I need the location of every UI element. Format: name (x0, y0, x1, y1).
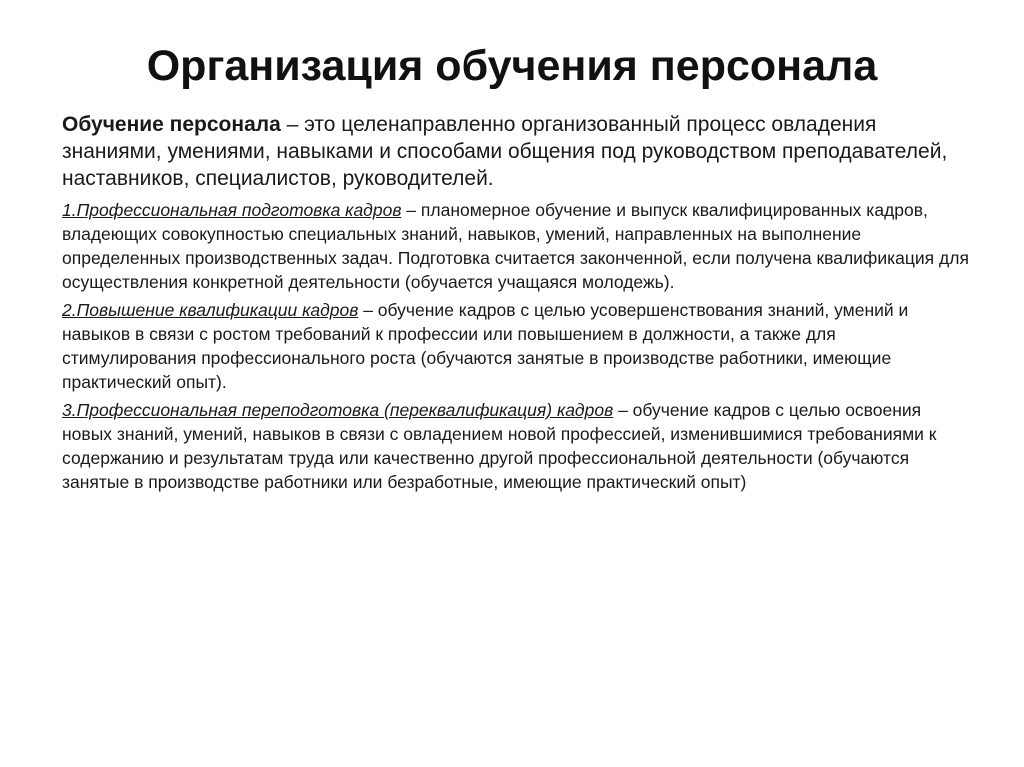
item-text: – планомерное обучение и выпуск квалифицированных кадров, владеющих совокупностью специальных знаний, навыков, умений, направленных на выполнение определенных производственных задач. Подготовка считается законченной, если получена квалификация для осуществления конкретной деятельности (обучается учащаяся молодежь). (62, 200, 969, 292)
intro-term: Обучение персонала (62, 113, 281, 136)
intro-paragraph (62, 111, 972, 192)
slide-title: Организация обучения персонала (146, 42, 878, 90)
item-text: – обучение кадров с целью усовершенствования знаний, умений и навыков в связи с ростом требований к профессии или повышением в должности, а также для стимулирования профессионального роста (обучаются занятые в производстве работники, имеющие практический опыт). (62, 300, 909, 392)
slide-body (62, 111, 972, 498)
intro-definition: – это целенаправленно организованный процесс овладения знаниями, умениями, навыками и способами общения под руководством преподавателей, наставников, специалистов, руководителей. (62, 113, 948, 190)
item-heading: 3.Профессиональная переподготовка (переквалификация) кадров (62, 400, 614, 420)
item-text: – обучение кадров с целью освоения новых знаний, умений, навыков в связи с овладением новой профессией, изменившимися требованиями к содержанию и результатам труда или качественно другой профессиональной деятельности (обучаются занятые в производстве работники или безработные, имеющие практический опыт) (62, 400, 937, 492)
list-item-retraining (62, 398, 972, 494)
list-item-training (62, 198, 972, 294)
item-heading: 2.Повышение квалификации кадров (62, 300, 359, 320)
item-heading: 1.Профессиональная подготовка кадров (62, 200, 402, 220)
list-item-qualification (62, 298, 972, 394)
